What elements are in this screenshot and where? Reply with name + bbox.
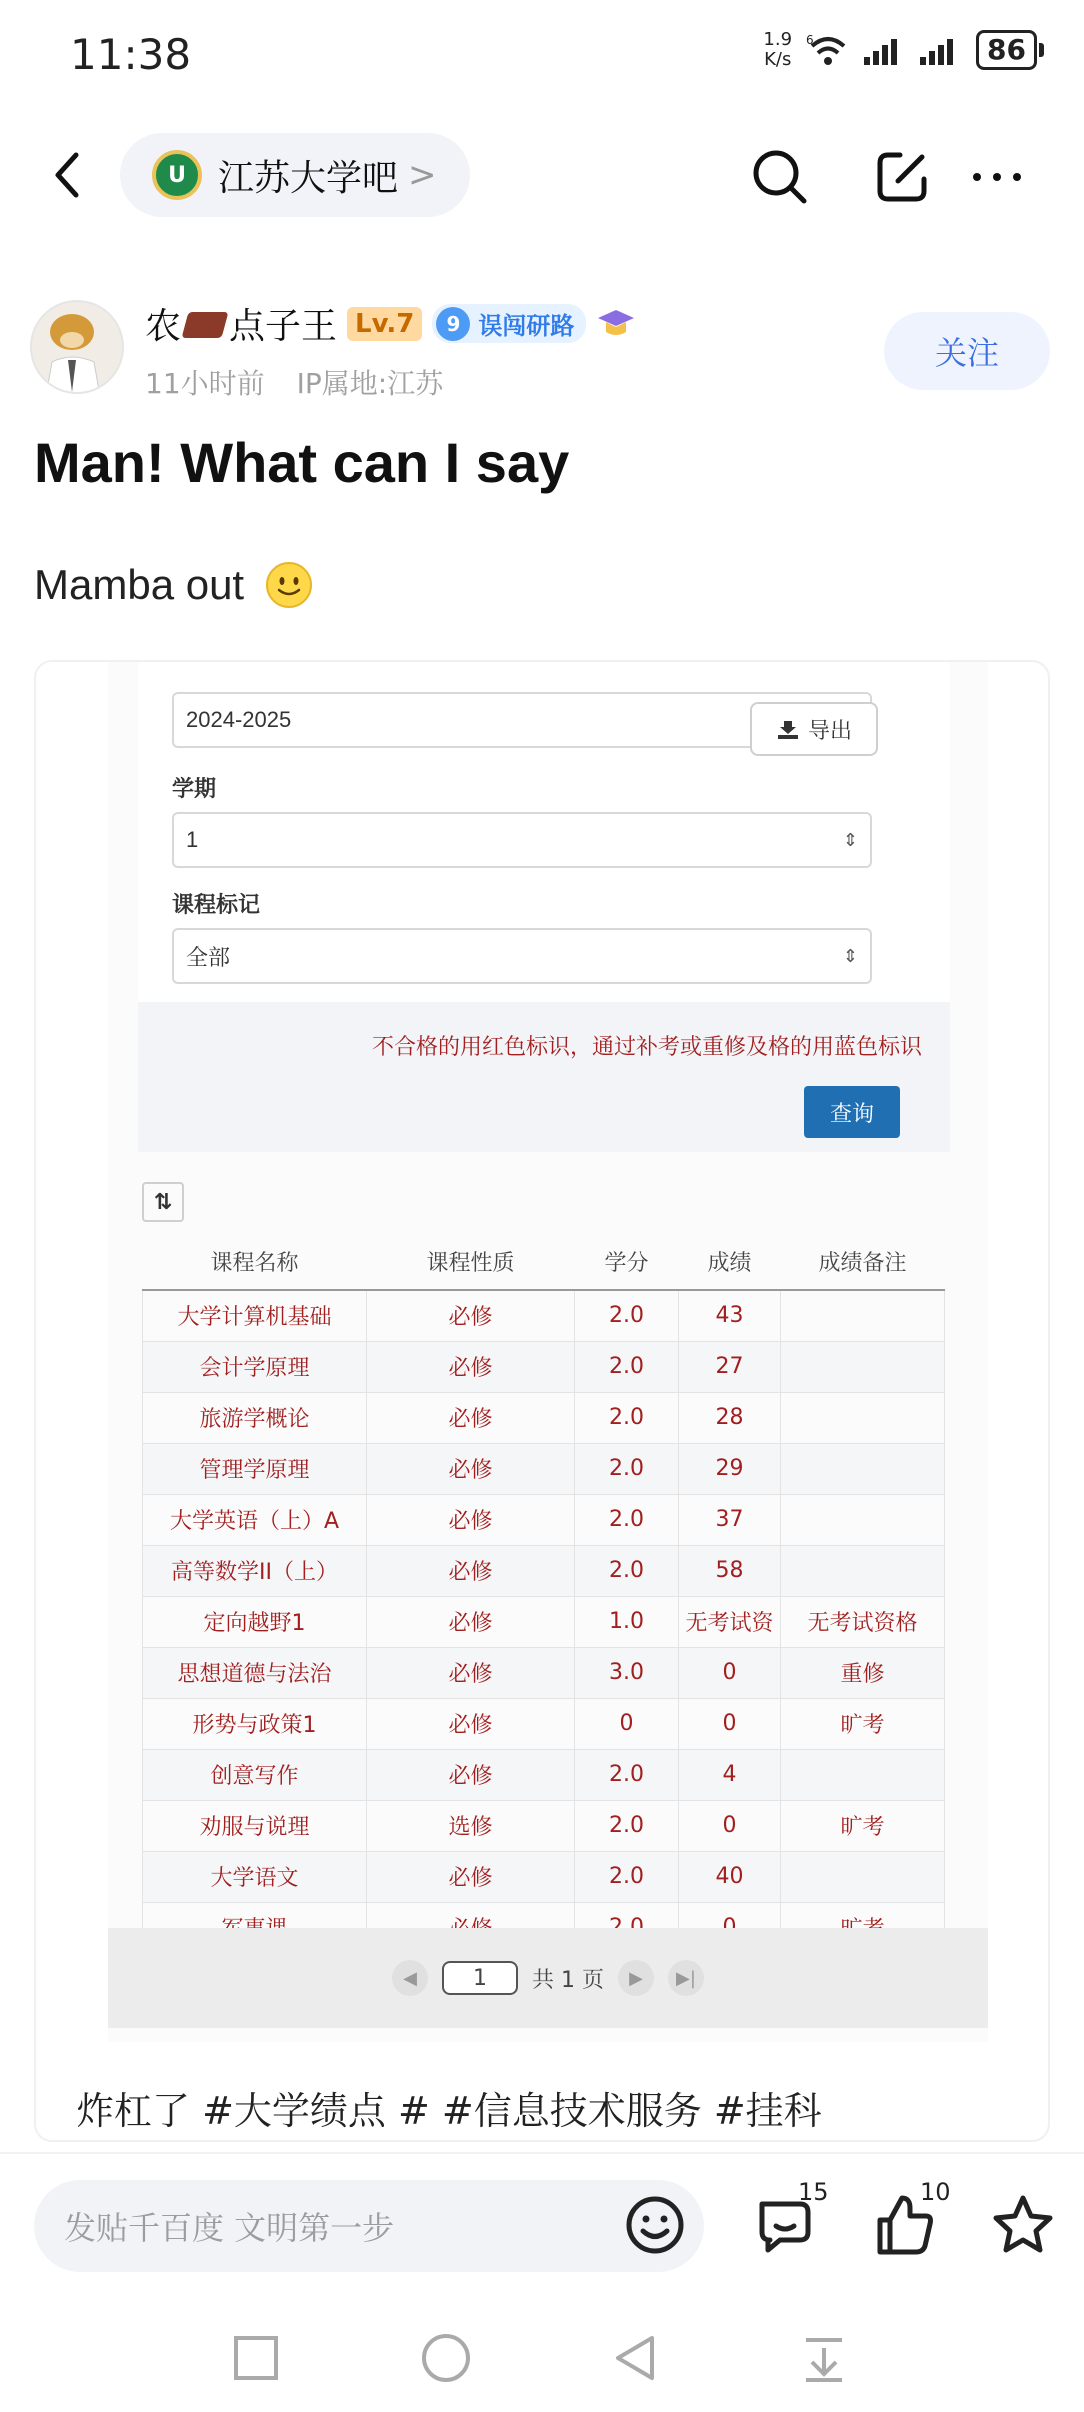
cell-score: 0 xyxy=(679,1647,781,1698)
cell-credit: 2.0 xyxy=(575,1545,679,1596)
cell-credit: 1.0 xyxy=(575,1596,679,1647)
cell-remark xyxy=(781,1749,945,1800)
cell-score: 27 xyxy=(679,1341,781,1392)
table-row xyxy=(143,1647,945,1698)
emoji-icon[interactable] xyxy=(620,2190,690,2260)
course-tag-label: 课程标记 xyxy=(172,893,261,918)
table-row xyxy=(143,1749,945,1800)
cell-remark xyxy=(781,1494,945,1545)
cell-course-name: 形势与政策1 xyxy=(143,1698,367,1749)
page-total: 共 1 页 xyxy=(532,1967,604,1993)
post-meta xyxy=(145,362,443,402)
chevron-right-icon: > xyxy=(408,155,437,195)
cell-credit: 2.0 xyxy=(575,1851,679,1902)
status-bar xyxy=(0,0,1084,110)
select-arrow-icon: ⇕ xyxy=(842,829,858,850)
cell-course-name: 旅游学概论 xyxy=(143,1392,367,1443)
author-name[interactable]: 农 点子王 xyxy=(145,306,338,347)
cell-credit: 2.0 xyxy=(575,1392,679,1443)
query-form xyxy=(138,662,950,1152)
term-label: 学期 xyxy=(172,777,217,802)
cell-course-name: 大学计算机基础 xyxy=(143,1290,367,1341)
cell-course-name: 大学语文 xyxy=(143,1851,367,1902)
recent-apps-icon[interactable] xyxy=(228,2330,284,2386)
cell-score: 29 xyxy=(679,1443,781,1494)
cell-course-name: 思想道德与法治 xyxy=(143,1647,367,1698)
header-remark: 成绩备注 xyxy=(781,1234,945,1290)
cell-course-name: 劝服与说理 xyxy=(143,1800,367,1851)
cell-course-type: 必修 xyxy=(367,1443,575,1494)
table-row xyxy=(143,1341,945,1392)
cell-score: 无考试资 xyxy=(679,1596,781,1647)
post-image-card[interactable] xyxy=(34,660,1050,2142)
cell-remark: 无考试资格 xyxy=(781,1596,945,1647)
cell-remark xyxy=(781,1851,945,1902)
level-badge: Lv.7 xyxy=(347,307,422,341)
forum-logo: U xyxy=(152,150,202,200)
bottom-action-bar xyxy=(0,2152,1084,2272)
header-course-name: 课程名称 xyxy=(143,1234,367,1290)
cell-remark xyxy=(781,1341,945,1392)
course-tag-select: 全部 ⇕ xyxy=(172,928,872,984)
author-line xyxy=(145,298,636,349)
cell-remark xyxy=(781,1392,945,1443)
edit-icon[interactable] xyxy=(870,145,934,209)
cell-remark xyxy=(781,1545,945,1596)
table-row xyxy=(143,1392,945,1443)
star-icon[interactable] xyxy=(988,2190,1058,2260)
cell-course-type: 必修 xyxy=(367,1392,575,1443)
select-arrow-icon: ⇕ xyxy=(842,945,858,966)
cell-course-type: 必修 xyxy=(367,1851,575,1902)
table-row xyxy=(143,1443,945,1494)
post-title: Man! What can I say xyxy=(34,431,570,494)
header-score: 成绩 xyxy=(679,1234,781,1290)
cell-score: 37 xyxy=(679,1494,781,1545)
post-hashtags[interactable]: 炸杠了 #大学绩点 # #信息技术服务 #挂科 xyxy=(76,2089,822,2133)
cell-course-type: 必修 xyxy=(367,1749,575,1800)
cell-score: 0 xyxy=(679,1698,781,1749)
cell-score: 4 xyxy=(679,1749,781,1800)
cell-course-name: 大学英语（上）A xyxy=(143,1494,367,1545)
page-number-input: 1 xyxy=(442,1961,518,1995)
graduation-cap-icon xyxy=(596,304,636,344)
export-button: 导出 xyxy=(750,702,878,756)
cell-credit: 0 xyxy=(575,1698,679,1749)
cell-credit: 3.0 xyxy=(575,1647,679,1698)
battery-icon: 86 xyxy=(976,30,1044,70)
cell-course-name: 定向越野1 xyxy=(143,1596,367,1647)
cell-remark: 重修 xyxy=(781,1647,945,1698)
cell-course-type: 必修 xyxy=(367,1494,575,1545)
cell-score: 28 xyxy=(679,1392,781,1443)
table-header-row xyxy=(143,1234,945,1290)
table-row xyxy=(143,1800,945,1851)
cell-credit: 2.0 xyxy=(575,1494,679,1545)
grade-table xyxy=(142,1234,945,1954)
status-time: 11:38 xyxy=(70,30,192,79)
system-nav-bar xyxy=(0,2300,1084,2412)
wifi-icon xyxy=(806,32,850,68)
cell-score: 0 xyxy=(679,1800,781,1851)
cell-course-type: 必修 xyxy=(367,1647,575,1698)
back-nav-icon[interactable] xyxy=(608,2330,664,2386)
comment-input[interactable]: 发贴千百度 文明第一步 xyxy=(34,2180,704,2272)
signal-icon xyxy=(864,35,906,65)
header-course-type: 课程性质 xyxy=(367,1234,575,1290)
cell-course-type: 必修 xyxy=(367,1290,575,1341)
cell-course-type: 必修 xyxy=(367,1545,575,1596)
table-row xyxy=(143,1545,945,1596)
term-select: 1 ⇕ xyxy=(172,812,872,868)
cell-credit: 2.0 xyxy=(575,1443,679,1494)
table-row xyxy=(143,1290,945,1341)
post-body: Mamba out xyxy=(34,560,314,610)
cell-score: 58 xyxy=(679,1545,781,1596)
cell-remark: 旷考 xyxy=(781,1698,945,1749)
cell-credit: 2.0 xyxy=(575,1290,679,1341)
post-time: 11小时前 xyxy=(145,367,265,400)
prev-page-icon: ◀ xyxy=(392,1960,428,1996)
network-speed: 1.9 K/s xyxy=(763,29,793,70)
search-icon[interactable] xyxy=(748,145,812,209)
diamond-icon: 9 xyxy=(436,307,470,341)
cell-score: 40 xyxy=(679,1851,781,1902)
next-page-icon: ▶ xyxy=(618,1960,654,1996)
follow-button[interactable]: 关注 xyxy=(884,312,1050,390)
collapse-nav-icon[interactable] xyxy=(796,2330,852,2386)
table-row xyxy=(143,1698,945,1749)
svg-text:6: 6 xyxy=(806,33,814,47)
table-row xyxy=(143,1851,945,1902)
cell-credit: 2.0 xyxy=(575,1800,679,1851)
forum-name: 江苏大学吧 xyxy=(218,157,399,199)
cell-score: 43 xyxy=(679,1290,781,1341)
cell-credit: 2.0 xyxy=(575,1749,679,1800)
signal-icon-2 xyxy=(920,35,962,65)
header-credit: 学分 xyxy=(575,1234,679,1290)
member-tag-badge[interactable]: 9 误闯研路 xyxy=(432,304,586,343)
table-row xyxy=(143,1596,945,1647)
smile-emoji-icon xyxy=(264,560,314,610)
more-icon[interactable] xyxy=(965,145,1029,209)
sort-icon: ⇅ xyxy=(142,1182,184,1222)
brick-icon xyxy=(182,312,229,338)
avatar[interactable] xyxy=(30,300,124,394)
last-page-icon: ▶| xyxy=(668,1960,704,1996)
cell-course-type: 必修 xyxy=(367,1596,575,1647)
comment-count: 15 xyxy=(798,2178,829,2206)
cell-credit: 2.0 xyxy=(575,1341,679,1392)
cell-remark xyxy=(781,1443,945,1494)
grade-screenshot xyxy=(108,662,988,2042)
cell-course-name: 管理学原理 xyxy=(143,1443,367,1494)
notice-text: 不合格的用红色标识，通过补考或重修及格的用蓝色标识 xyxy=(371,1035,922,1060)
cell-remark xyxy=(781,1290,945,1341)
query-button: 查询 xyxy=(804,1086,900,1138)
avatar-image xyxy=(32,302,124,394)
pagination xyxy=(108,1928,988,2028)
status-icons xyxy=(763,30,1044,70)
cell-course-name: 创意写作 xyxy=(143,1749,367,1800)
ip-location: IP属地:江苏 xyxy=(296,367,444,400)
forum-entry-button[interactable] xyxy=(120,133,470,217)
cell-remark: 旷考 xyxy=(781,1800,945,1851)
notice-panel xyxy=(138,1002,950,1152)
back-icon[interactable] xyxy=(40,145,100,205)
table-row xyxy=(143,1494,945,1545)
cell-course-type: 选修 xyxy=(367,1800,575,1851)
export-icon xyxy=(776,717,800,741)
cell-course-name: 高等数学II（上） xyxy=(143,1545,367,1596)
cell-course-name: 会计学原理 xyxy=(143,1341,367,1392)
like-count: 10 xyxy=(920,2178,951,2206)
cell-course-type: 必修 xyxy=(367,1698,575,1749)
cell-course-type: 必修 xyxy=(367,1341,575,1392)
home-icon[interactable] xyxy=(418,2330,474,2386)
top-nav-bar xyxy=(0,125,1084,225)
year-field: 2024-2025 xyxy=(172,692,872,748)
